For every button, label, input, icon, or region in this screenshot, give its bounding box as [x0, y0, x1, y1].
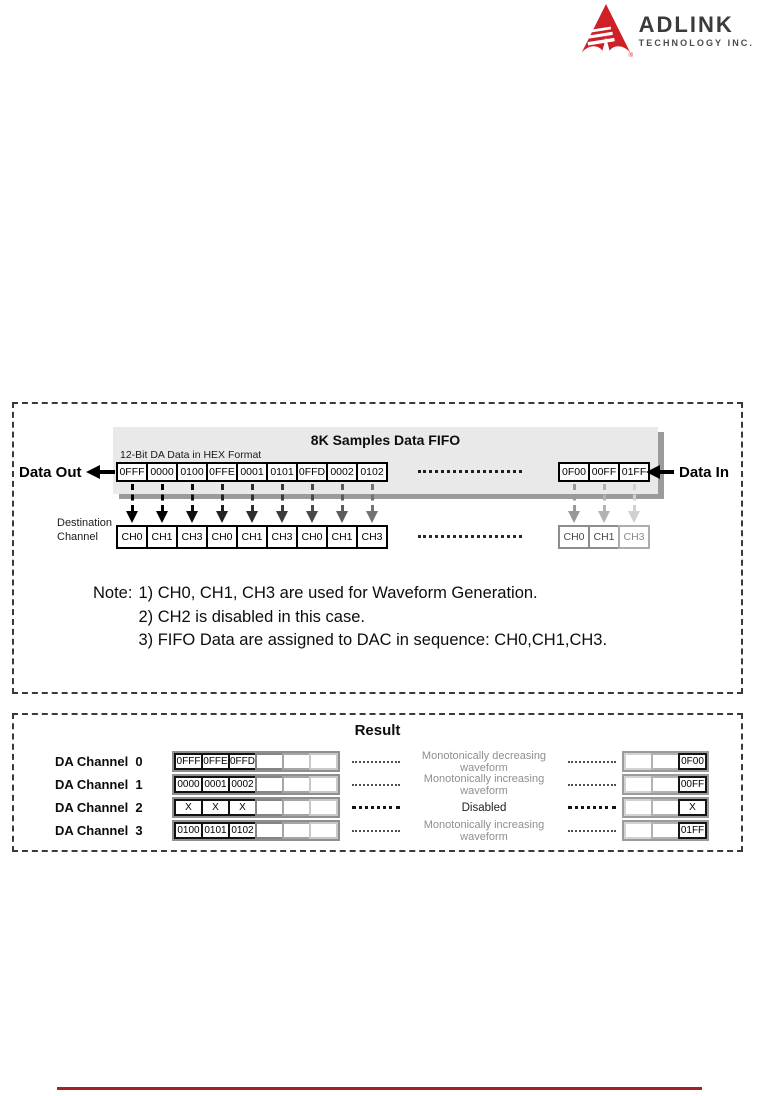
fifo-cell: 0F00	[558, 462, 590, 482]
down-arrow-icon	[267, 484, 297, 523]
note-item: 2) CH2 is disabled in this case.	[138, 607, 365, 626]
waveform-description: Disabled	[461, 801, 507, 814]
waveform-description: Monotonically decreasing waveform	[421, 749, 547, 774]
destination-label-line1: Destination	[57, 517, 113, 529]
down-arrow-icon	[327, 484, 357, 523]
tail-cells	[622, 774, 709, 795]
sample-cell: X	[174, 799, 203, 816]
empty-cell	[624, 799, 653, 816]
sample-cell: 0001	[201, 776, 230, 793]
channel-cell: CH3	[176, 525, 208, 549]
sample-cell: 0102	[228, 822, 257, 839]
empty-cell	[651, 753, 680, 770]
empty-cell	[255, 799, 284, 816]
down-arrow-icon	[237, 484, 267, 523]
ellipsis-dots	[352, 806, 400, 809]
fifo-cell: 0000	[146, 462, 178, 482]
ellipsis-dots	[568, 806, 616, 809]
destination-channel-label	[57, 516, 112, 544]
channel-cell: CH3	[266, 525, 298, 549]
sample-cell: X	[201, 799, 230, 816]
waveform-description: Monotonically increasing waveform	[423, 818, 545, 843]
tail-cells	[622, 797, 709, 818]
sample-cell: 0000	[174, 776, 203, 793]
empty-cell	[651, 799, 680, 816]
result-row-channel-1	[14, 774, 741, 795]
adlink-mark-icon	[579, 2, 633, 60]
note-item: 3) FIFO Data are assigned to DAC in sequence: CH0,CH1,CH3.	[138, 631, 608, 649]
left-arrow-icon	[646, 465, 660, 479]
channel-cell: CH1	[588, 525, 620, 549]
sample-cells	[172, 797, 340, 818]
result-row-channel-3	[14, 820, 741, 841]
fifo-cell-row	[116, 462, 386, 482]
sample-cell: 00FF	[678, 776, 707, 793]
channel-label: DA Channel 1	[55, 777, 143, 792]
tail-cells	[622, 751, 709, 772]
tail-cells	[622, 820, 709, 841]
fifo-cell: 0102	[356, 462, 388, 482]
data-in-arrow	[646, 462, 729, 482]
sample-cell: 0FFF	[174, 753, 203, 770]
waveform-description: Monotonically increasing waveform	[423, 772, 545, 797]
fifo-cell: 0101	[266, 462, 298, 482]
channel-cell: CH3	[618, 525, 650, 549]
channel-cell: CH0	[116, 525, 148, 549]
empty-cell	[282, 753, 311, 770]
down-arrow-icon	[117, 484, 147, 523]
fifo-cell: 0FFF	[116, 462, 148, 482]
down-arrow-icon	[207, 484, 237, 523]
channel-cell: CH1	[236, 525, 268, 549]
fifo-format-label: 12-Bit DA Data in HEX Format	[120, 449, 262, 461]
fifo-cell: 01FF	[618, 462, 650, 482]
ellipsis-dots	[418, 470, 522, 473]
empty-cell	[255, 822, 284, 839]
ellipsis-dots	[568, 784, 616, 786]
empty-cell	[651, 776, 680, 793]
arrow-line	[100, 470, 115, 474]
sample-cell: 0101	[201, 822, 230, 839]
sample-cell: 0002	[228, 776, 257, 793]
logo-tagline: TECHNOLOGY INC.	[638, 38, 754, 48]
channel-row	[116, 525, 386, 549]
channel-cell: CH1	[326, 525, 358, 549]
logo-brand: ADLINK	[638, 12, 734, 37]
fifo-cell-row-tail	[558, 462, 648, 482]
empty-cell	[282, 822, 311, 839]
sample-cell: X	[678, 799, 707, 816]
ellipsis-dots	[352, 830, 400, 832]
registered-mark: ®	[628, 52, 633, 60]
adlink-logo	[579, 2, 754, 60]
result-row-channel-0	[14, 751, 741, 772]
fifo-cell: 0FFD	[296, 462, 328, 482]
sample-cell: 0FFD	[228, 753, 257, 770]
arrow-line	[660, 470, 674, 474]
footer-rule	[57, 1087, 702, 1090]
ellipsis-dots	[418, 535, 522, 538]
data-out-arrow	[19, 462, 115, 482]
sample-cell: 0100	[174, 822, 203, 839]
result-row-channel-2	[14, 797, 741, 818]
down-arrow-icon	[559, 484, 589, 523]
down-arrow-icon	[297, 484, 327, 523]
channel-row-tail	[558, 525, 648, 549]
channel-cell: CH3	[356, 525, 388, 549]
result-title: Result	[354, 722, 401, 739]
empty-cell	[309, 799, 338, 816]
fifo-diagram-box	[12, 402, 743, 694]
ellipsis-dots	[352, 761, 400, 763]
down-arrow-icon	[619, 484, 649, 523]
destination-label-line2: Channel	[57, 531, 98, 543]
channel-label: DA Channel 2	[55, 800, 143, 815]
fifo-cell: 0FFE	[206, 462, 238, 482]
channel-cell: CH0	[558, 525, 590, 549]
sample-cell: 01FF	[678, 822, 707, 839]
data-in-label: Data In	[679, 463, 730, 481]
empty-cell	[309, 822, 338, 839]
sample-cells	[172, 751, 340, 772]
channel-label: DA Channel 0	[55, 754, 143, 769]
note-label: Note:	[93, 584, 133, 602]
fifo-cell: 0100	[176, 462, 208, 482]
down-arrow-icon	[147, 484, 177, 523]
note-item: 1) CH0, CH1, CH3 are used for Waveform Generation.	[138, 584, 538, 602]
fifo-cell: 0002	[326, 462, 358, 482]
empty-cell	[309, 776, 338, 793]
channel-cell: CH0	[206, 525, 238, 549]
down-arrows-left	[117, 484, 387, 523]
ellipsis-dots	[568, 830, 616, 832]
empty-cell	[255, 753, 284, 770]
down-arrow-icon	[589, 484, 619, 523]
empty-cell	[651, 822, 680, 839]
note-block	[93, 582, 607, 653]
sample-cell: 0FFE	[201, 753, 230, 770]
channel-cell: CH1	[146, 525, 178, 549]
note-items	[138, 582, 607, 653]
left-arrow-icon	[86, 465, 100, 479]
channel-label: DA Channel 3	[55, 823, 143, 838]
ellipsis-dots	[352, 784, 400, 786]
empty-cell	[624, 822, 653, 839]
fifo-cell: 00FF	[588, 462, 620, 482]
ellipsis-dots	[568, 761, 616, 763]
down-arrows-right	[559, 484, 649, 523]
empty-cell	[282, 776, 311, 793]
empty-cell	[624, 753, 653, 770]
channel-cell: CH0	[296, 525, 328, 549]
sample-cell: 0F00	[678, 753, 707, 770]
sample-cells	[172, 820, 340, 841]
down-arrow-icon	[177, 484, 207, 523]
empty-cell	[255, 776, 284, 793]
empty-cell	[624, 776, 653, 793]
empty-cell	[282, 799, 311, 816]
result-box	[12, 713, 743, 852]
logo-text	[639, 14, 754, 48]
down-arrow-icon	[357, 484, 387, 523]
empty-cell	[309, 753, 338, 770]
data-out-label: Data Out	[19, 463, 82, 481]
fifo-cell: 0001	[236, 462, 268, 482]
fifo-title: 8K Samples Data FIFO	[310, 432, 461, 448]
sample-cell: X	[228, 799, 257, 816]
sample-cells	[172, 774, 340, 795]
